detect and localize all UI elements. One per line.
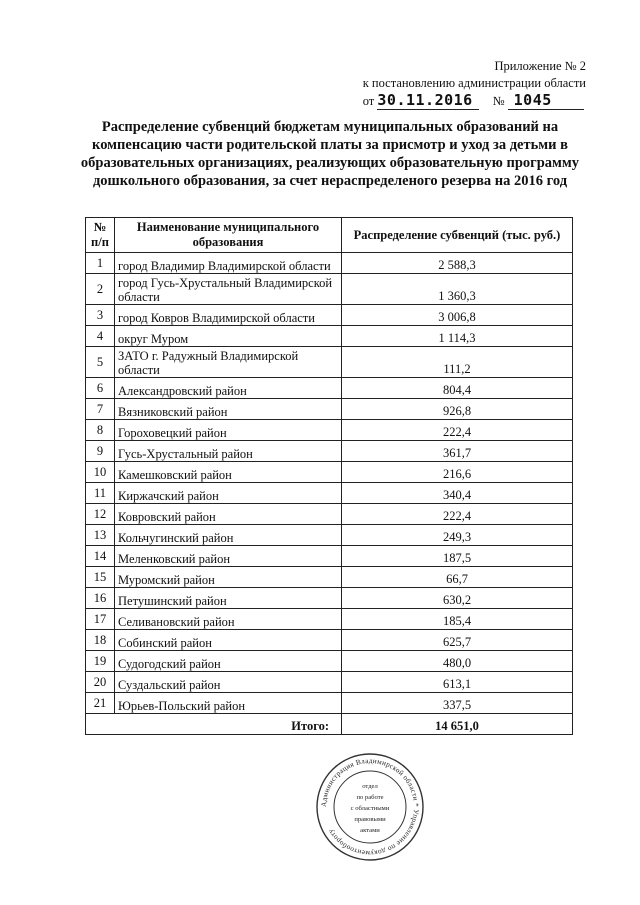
official-stamp bbox=[315, 752, 425, 862]
header-name: Наименование муниципального образования bbox=[115, 218, 342, 253]
cell-num: 21 bbox=[86, 693, 115, 714]
stamp-line5: актами bbox=[360, 827, 380, 834]
appendix-line1: Приложение № 2 bbox=[494, 59, 586, 73]
cell-name: Камешковский район bbox=[115, 462, 342, 483]
cell-num: 13 bbox=[86, 525, 115, 546]
cell-num: 16 bbox=[86, 588, 115, 609]
appendix-block bbox=[363, 58, 586, 110]
table-row bbox=[86, 672, 573, 693]
table-row bbox=[86, 441, 573, 462]
table-row bbox=[86, 253, 573, 274]
table-row bbox=[86, 378, 573, 399]
cell-num: 2 bbox=[86, 274, 115, 305]
cell-name: ЗАТО г. Радужный Владимирской области bbox=[115, 347, 342, 378]
table-row bbox=[86, 630, 573, 651]
cell-num: 7 bbox=[86, 399, 115, 420]
cell-sum: 66,7 bbox=[342, 567, 573, 588]
cell-name: город Гусь-Хрустальный Владимирской области bbox=[115, 274, 342, 305]
subvention-table bbox=[85, 217, 573, 735]
table-row bbox=[86, 609, 573, 630]
cell-sum: 340,4 bbox=[342, 483, 573, 504]
cell-name: Собинский район bbox=[115, 630, 342, 651]
cell-name: Юрьев-Польский район bbox=[115, 693, 342, 714]
cell-num: 18 bbox=[86, 630, 115, 651]
document-title: Распределение субвенций бюджетам муниципальных образований на компенсацию части родительской платы за присмотр и уход за детьми в образовательных организациях, реализующих образовательную программу дошкольного образования, за счет нераспределеного резерва на 2016 год bbox=[80, 119, 580, 189]
header-num: № п/п bbox=[86, 218, 115, 253]
cell-name: округ Муром bbox=[115, 326, 342, 347]
cell-sum: 1 114,3 bbox=[342, 326, 573, 347]
cell-sum: 337,5 bbox=[342, 693, 573, 714]
cell-num: 15 bbox=[86, 567, 115, 588]
cell-sum: 216,6 bbox=[342, 462, 573, 483]
cell-sum: 804,4 bbox=[342, 378, 573, 399]
cell-sum: 111,2 bbox=[342, 347, 573, 378]
cell-sum: 187,5 bbox=[342, 546, 573, 567]
cell-name: город Ковров Владимирской области bbox=[115, 305, 342, 326]
table-body bbox=[86, 253, 573, 714]
stamp-line4: правовыми bbox=[354, 816, 386, 823]
cell-name: город Владимир Владимирской области bbox=[115, 253, 342, 274]
cell-name: Гороховецкий район bbox=[115, 420, 342, 441]
table-header-row bbox=[86, 218, 573, 253]
cell-sum: 613,1 bbox=[342, 672, 573, 693]
cell-sum: 185,4 bbox=[342, 609, 573, 630]
cell-name: Муромский район bbox=[115, 567, 342, 588]
stamp-ring-text: Администрация Владимирской области * Управление по документообороту bbox=[319, 756, 421, 858]
table-row bbox=[86, 546, 573, 567]
cell-num: 4 bbox=[86, 326, 115, 347]
cell-num: 3 bbox=[86, 305, 115, 326]
cell-num: 8 bbox=[86, 420, 115, 441]
table-row bbox=[86, 274, 573, 305]
table-row bbox=[86, 305, 573, 326]
table-row bbox=[86, 326, 573, 347]
table-row bbox=[86, 693, 573, 714]
cell-sum: 630,2 bbox=[342, 588, 573, 609]
cell-name: Судогодский район bbox=[115, 651, 342, 672]
cell-name: Селивановский район bbox=[115, 609, 342, 630]
table-row bbox=[86, 462, 573, 483]
cell-name: Гусь-Хрустальный район bbox=[115, 441, 342, 462]
cell-sum: 926,8 bbox=[342, 399, 573, 420]
table-row bbox=[86, 588, 573, 609]
stamp-line1: отдел bbox=[362, 783, 378, 790]
appendix-date: 30.11.2016 bbox=[377, 92, 479, 110]
cell-sum: 1 360,3 bbox=[342, 274, 573, 305]
table-row bbox=[86, 420, 573, 441]
cell-num: 14 bbox=[86, 546, 115, 567]
cell-sum: 3 006,8 bbox=[342, 305, 573, 326]
cell-num: 11 bbox=[86, 483, 115, 504]
table-row bbox=[86, 347, 573, 378]
cell-name: Александровский район bbox=[115, 378, 342, 399]
cell-sum: 249,3 bbox=[342, 525, 573, 546]
cell-name: Вязниковский район bbox=[115, 399, 342, 420]
table-row bbox=[86, 504, 573, 525]
table-row bbox=[86, 483, 573, 504]
cell-name: Киржачский район bbox=[115, 483, 342, 504]
total-label: Итого: bbox=[86, 714, 342, 735]
cell-num: 19 bbox=[86, 651, 115, 672]
header-sum: Распределение субвенций (тыс. руб.) bbox=[342, 218, 573, 253]
cell-sum: 361,7 bbox=[342, 441, 573, 462]
cell-num: 17 bbox=[86, 609, 115, 630]
cell-num: 20 bbox=[86, 672, 115, 693]
table-row bbox=[86, 399, 573, 420]
total-value: 14 651,0 bbox=[342, 714, 573, 735]
cell-sum: 222,4 bbox=[342, 420, 573, 441]
appendix-number-sign: № bbox=[492, 94, 505, 108]
table-row bbox=[86, 567, 573, 588]
cell-num: 1 bbox=[86, 253, 115, 274]
cell-num: 6 bbox=[86, 378, 115, 399]
cell-name: Ковровский район bbox=[115, 504, 342, 525]
cell-num: 9 bbox=[86, 441, 115, 462]
cell-sum: 625,7 bbox=[342, 630, 573, 651]
cell-name: Кольчугинский район bbox=[115, 525, 342, 546]
cell-name: Петушинский район bbox=[115, 588, 342, 609]
cell-name: Меленковский район bbox=[115, 546, 342, 567]
appendix-line2: к постановлению администрации области bbox=[362, 76, 586, 90]
cell-name: Суздальский район bbox=[115, 672, 342, 693]
appendix-date-line bbox=[363, 92, 586, 110]
appendix-ot: от bbox=[362, 94, 375, 108]
cell-sum: 222,4 bbox=[342, 504, 573, 525]
stamp-line2: по работе bbox=[356, 794, 384, 801]
appendix-number: 1045 bbox=[508, 92, 584, 110]
stamp-line3: с областными bbox=[350, 805, 390, 812]
cell-sum: 480,0 bbox=[342, 651, 573, 672]
table-row bbox=[86, 525, 573, 546]
table-row bbox=[86, 651, 573, 672]
cell-sum: 2 588,3 bbox=[342, 253, 573, 274]
cell-num: 5 bbox=[86, 347, 115, 378]
table-total-row bbox=[86, 714, 573, 735]
cell-num: 10 bbox=[86, 462, 115, 483]
cell-num: 12 bbox=[86, 504, 115, 525]
